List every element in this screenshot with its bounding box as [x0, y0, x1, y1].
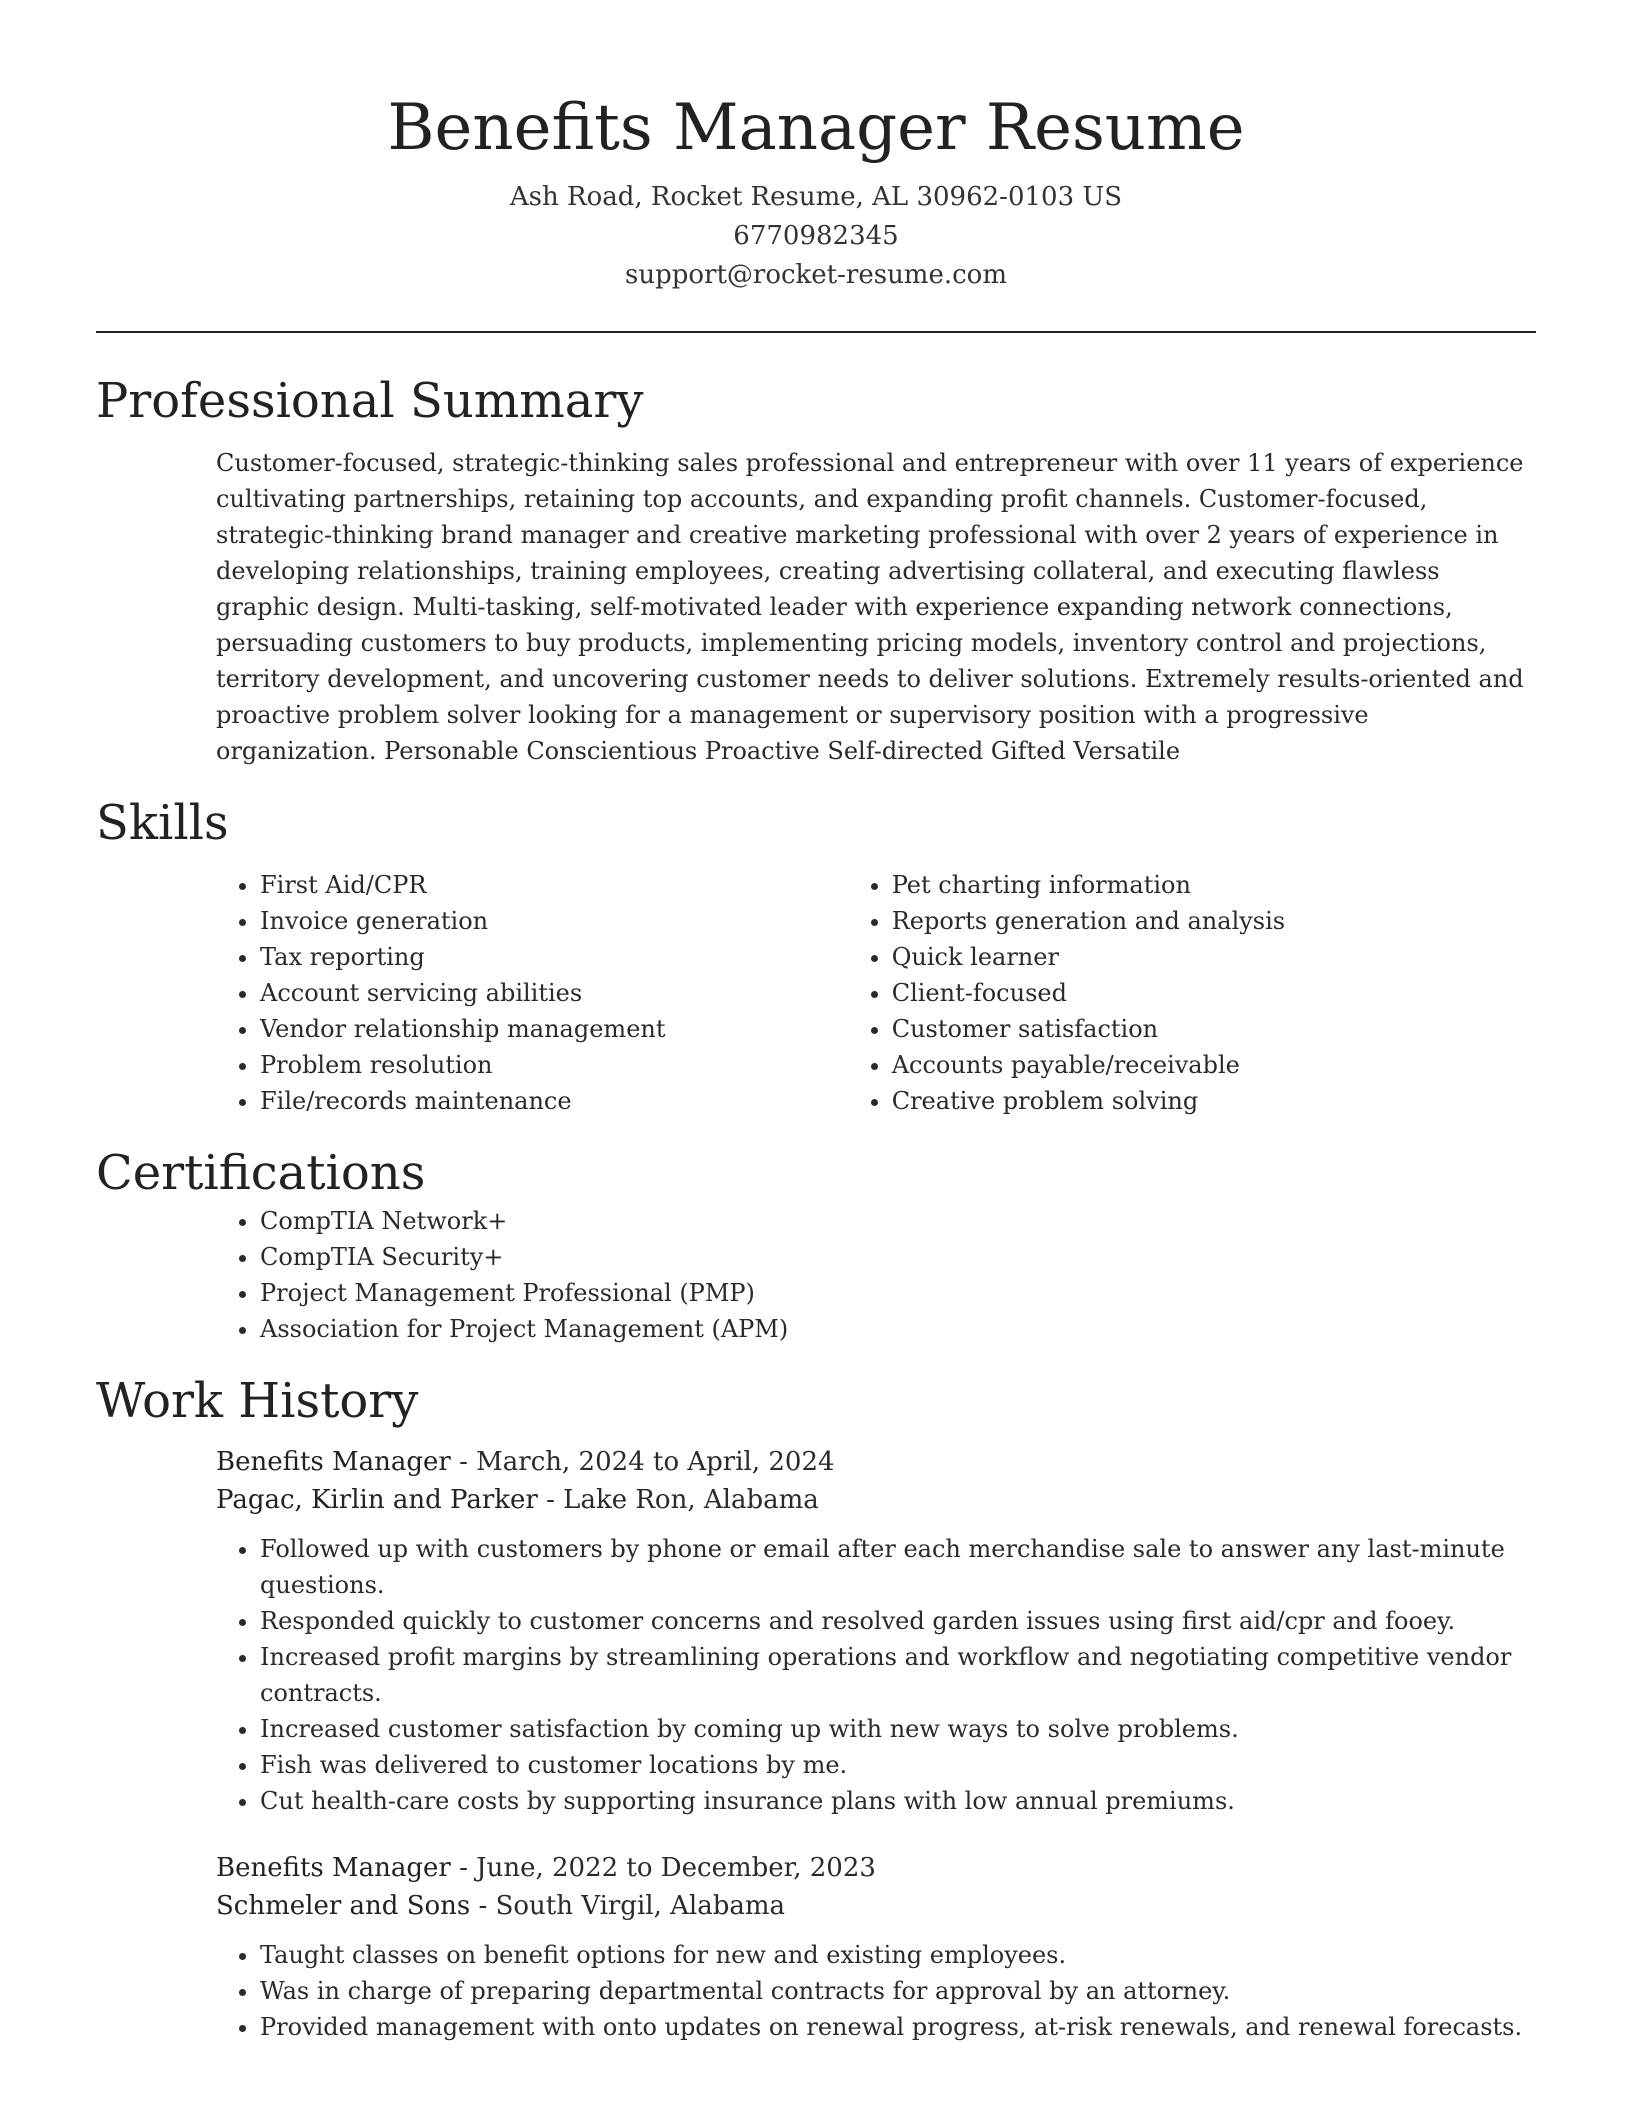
job-bullet: • Taught classes on benefit options for new and existing employees.	[260, 1937, 1536, 1973]
contact-email: support@rocket-resume.com	[624, 260, 1007, 290]
skill-item: • Quick learner	[892, 939, 1536, 975]
job-title-line	[216, 1849, 1536, 1887]
certification-item: • CompTIA Security+	[260, 1239, 1536, 1275]
skills-list-right	[742, 867, 1536, 1119]
skill-item: • Problem resolution	[260, 1047, 742, 1083]
job-location: - Lake Ron, Alabama	[537, 1485, 819, 1515]
job-company-line	[216, 1481, 1536, 1519]
skill-item: • File/records maintenance	[260, 1083, 742, 1119]
skills-heading: Skills	[96, 795, 229, 851]
job-bullets	[216, 1531, 1536, 1819]
skill-item: • Pet charting information	[892, 867, 1536, 903]
job-location: - South Virgil, Alabama	[470, 1891, 786, 1921]
resume-title: Benefits Manager Resume	[387, 91, 1245, 165]
job-entry	[216, 1443, 1536, 1819]
skill-item: • Client-focused	[892, 975, 1536, 1011]
contact-address: Ash Road, Rocket Resume, AL 30962-0103 US	[509, 182, 1123, 212]
skill-item: • Customer satisfaction	[892, 1011, 1536, 1047]
job-company: Schmeler and Sons	[216, 1891, 471, 1921]
skill-item: • Tax reporting	[260, 939, 742, 975]
job-title: Benefits Manager	[216, 1853, 451, 1883]
skill-item: • Creative problem solving	[892, 1083, 1536, 1119]
job-title: Benefits Manager	[216, 1447, 451, 1477]
summary-heading: Professional Summary	[96, 373, 644, 429]
job-bullets	[216, 1937, 1536, 2045]
job-bullet: • Fish was delivered to customer locations by me.	[260, 1747, 1536, 1783]
resume-header	[96, 0, 1536, 295]
certification-item: • Association for Project Management (APM)	[260, 1311, 1536, 1347]
summary-text: Customer-focused, strategic-thinking sales professional and entrepreneur with over 11 years of experience cultivating partnerships, retaining top accounts, and expanding profit channels. Customer-focused, strategic-thinking brand manager and creative marketing professional with over 2 years of experience in developing relationships, training employees, creating advertising collateral, and executing flawless graphic design. Multi-tasking, self-motivated leader with experience expanding network connections, persuading customers to buy products, implementing pricing models, inventory control and projections, territory development, and uncovering customer needs to deliver solutions. Extremely results-oriented and proactive problem solver looking for a management or supervisory position with a progressive organization. Personable Conscientious Proactive Self-directed Gifted Versatile	[216, 449, 1524, 765]
certifications-heading: Certifications	[96, 1145, 426, 1201]
job-bullet: • Responded quickly to customer concerns and resolved garden issues using first aid/cpr and fooey.	[260, 1603, 1536, 1639]
skill-item: • Reports generation and analysis	[892, 903, 1536, 939]
job-bullet: • Cut health-care costs by supporting insurance plans with low annual premiums.	[260, 1783, 1536, 1819]
job-bullet: • Was in charge of preparing departmental contracts for approval by an attorney.	[260, 1973, 1536, 2009]
skill-item: • First Aid/CPR	[260, 867, 742, 903]
skill-item: • Invoice generation	[260, 903, 742, 939]
job-entry	[216, 1849, 1536, 2045]
header-divider	[96, 331, 1536, 333]
certification-item: • Project Management Professional (PMP)	[260, 1275, 1536, 1311]
job-bullet: • Provided management with onto updates on renewal progress, at-risk renewals, and renewal forecasts.	[260, 2009, 1536, 2045]
skill-item: • Account servicing abilities	[260, 975, 742, 1011]
job-bullet: • Increased profit margins by streamlining operations and workflow and negotiating competitive vendor contracts.	[260, 1639, 1536, 1711]
skill-item: • Vendor relationship management	[260, 1011, 742, 1047]
certifications-section	[96, 1143, 1536, 1347]
skills-section	[96, 793, 1536, 1119]
contact-info	[96, 178, 1536, 295]
work-jobs	[96, 1443, 1536, 2045]
certifications-list	[96, 1203, 1536, 1347]
job-dates: - March, 2024 to April, 2024	[450, 1447, 835, 1477]
skills-columns	[96, 867, 1536, 1119]
job-dates: - June, 2022 to December, 2023	[450, 1853, 876, 1883]
job-bullet: • Increased customer satisfaction by coming up with new ways to solve problems.	[260, 1711, 1536, 1747]
job-title-line	[216, 1443, 1536, 1481]
work-history-heading: Work History	[96, 1373, 419, 1429]
work-history-section	[96, 1371, 1536, 2045]
job-company: Pagac, Kirlin and Parker	[216, 1485, 538, 1515]
job-company-line	[216, 1887, 1536, 1925]
contact-phone: 6770982345	[733, 221, 899, 251]
certification-item: • CompTIA Network+	[260, 1203, 1536, 1239]
skill-item: • Accounts payable/receivable	[892, 1047, 1536, 1083]
skills-list-left	[96, 867, 742, 1119]
job-bullet: • Followed up with customers by phone or email after each merchandise sale to answer any last-minute questions.	[260, 1531, 1536, 1603]
